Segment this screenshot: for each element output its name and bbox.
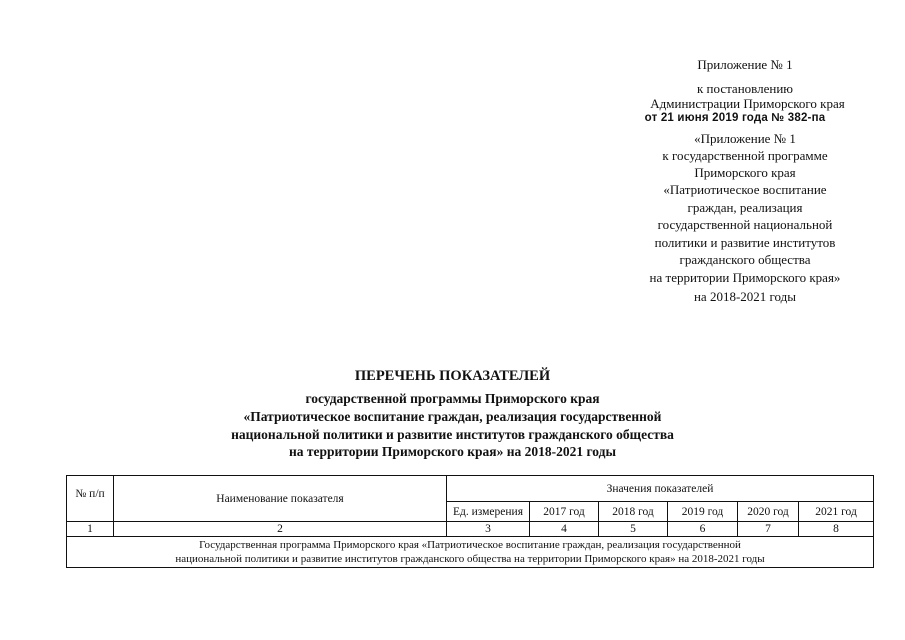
year-header: 2018 год xyxy=(599,502,668,522)
date-number-stamp: от 21 июня 2019 года № 382-па xyxy=(644,112,826,124)
index-cell: 8 xyxy=(799,522,874,537)
year-header: 2019 год xyxy=(668,502,738,522)
index-cell: 3 xyxy=(447,522,530,537)
values-header: Значения показателей xyxy=(447,476,874,502)
prev-appendix-line: на 2018-2021 годы xyxy=(693,289,797,304)
title-subline: национальной политики и развитие институтов гражданского общества xyxy=(231,427,674,442)
year-header: 2020 год xyxy=(738,502,799,522)
prev-appendix-line: гражданского общества xyxy=(679,252,811,267)
administration-label: Администрации Приморского края xyxy=(650,96,845,111)
index-cell: 5 xyxy=(599,522,668,537)
prev-appendix-line: на территории Приморского края» xyxy=(649,270,841,285)
table-header-row xyxy=(67,476,874,502)
index-cell: 1 xyxy=(67,522,114,537)
prev-appendix-line: «Приложение № 1 xyxy=(694,131,796,146)
index-cell: 7 xyxy=(738,522,799,537)
program-line: национальной политики и развитие институтов гражданского общества на территории Приморского края» на 2018-2021 годы xyxy=(175,553,765,565)
prev-appendix-line: «Патриотическое воспитание xyxy=(663,182,827,197)
index-cell: 4 xyxy=(530,522,599,537)
title-subline: государственной программы Приморского края xyxy=(305,391,600,406)
year-header: 2017 год xyxy=(530,502,599,522)
table-index-row xyxy=(67,522,874,537)
prev-appendix-line: Приморского края xyxy=(694,165,796,180)
index-cell: 2 xyxy=(114,522,447,537)
indicators-table xyxy=(66,475,874,568)
year-header: 2021 год xyxy=(799,502,874,522)
title-subline: на территории Приморского края» на 2018-2021 годы xyxy=(288,444,617,459)
program-line: Государственная программа Приморского края «Патриотическое воспитание граждан, реализация государственной xyxy=(199,539,741,551)
index-cell: 6 xyxy=(668,522,738,537)
col-number-header: № п/п xyxy=(67,476,114,522)
to-resolution-label: к постановлению xyxy=(696,81,794,96)
appendix-label: Приложение № 1 xyxy=(697,57,793,72)
prev-appendix-line: граждан, реализация xyxy=(687,200,803,215)
prev-appendix-line: политики и развитие институтов xyxy=(654,235,836,250)
title-main: ПЕРЕЧЕНЬ ПОКАЗАТЕЛЕЙ xyxy=(354,368,551,384)
program-row xyxy=(67,537,874,568)
program-title-cell xyxy=(67,537,874,568)
prev-appendix-line: к государственной программе xyxy=(662,148,828,163)
prev-appendix-line: государственной национальной xyxy=(657,217,833,232)
unit-header: Ед. измерения xyxy=(447,502,530,522)
title-subline: «Патриотическое воспитание граждан, реализация государственной xyxy=(243,409,662,424)
col-name-header: Наименование показателя xyxy=(114,476,447,522)
